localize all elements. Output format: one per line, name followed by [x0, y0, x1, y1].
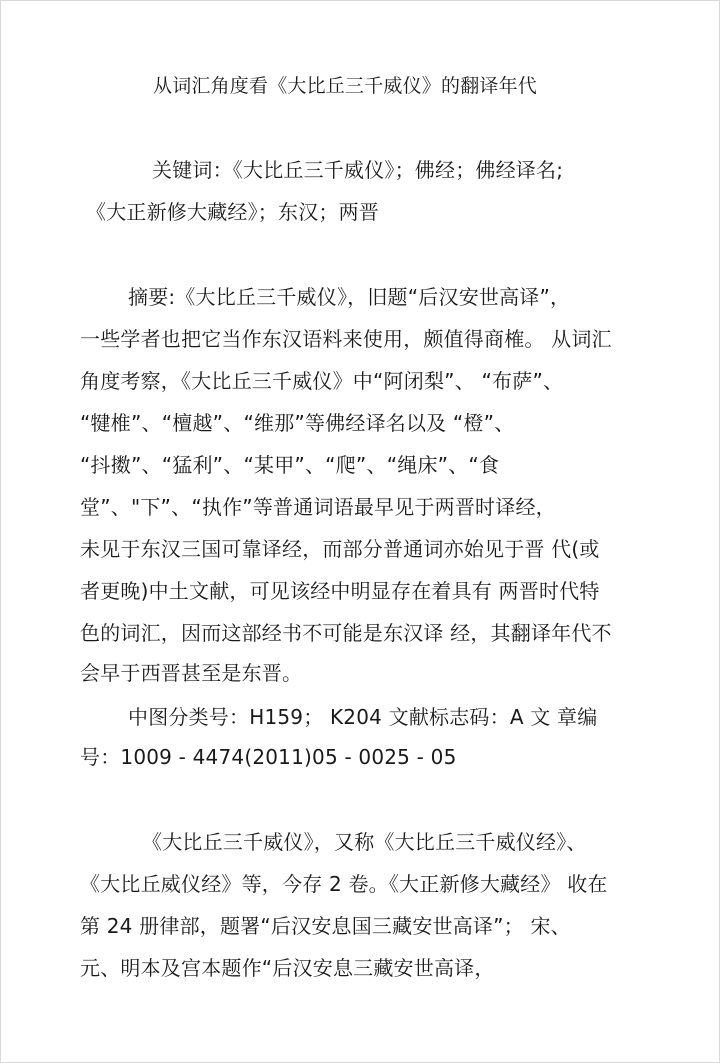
classification-line-1: 中图分类号：H159； K204 文献标志码：A 文 章编: [128, 705, 598, 729]
abstract-line: 未见于东汉三国可靠译经，而部分普通词亦始见于晋 代(或: [80, 537, 600, 561]
body-line: 第 24 册律部，题署“后汉安息国三藏安世高译”； 宋、: [80, 914, 571, 938]
keywords-line-1: 关键词：《大比丘三千威仪》；佛经；佛经译名;: [152, 158, 564, 182]
abstract-line: 色的词汇，因而这部经书不可能是东汉译 经，其翻译年代不: [80, 621, 612, 645]
body-line: 《大比丘三千威仪》，又称《大比丘三千威仪经》、: [142, 830, 587, 854]
abstract-line: 一些学者也把它当作东汉语料来使用，颇值得商榷。 从词汇: [80, 327, 612, 351]
keywords-line-2: 《大正新修大藏经》；东汉；两晋: [86, 200, 379, 224]
abstract-line: 堂”、"下”、“执作”等普通词语最早见于两晋时译经，: [80, 495, 556, 519]
page-title: 从词汇角度看《大比丘三千威仪》的翻译年代: [153, 75, 538, 97]
abstract-line: 摘要:《大比丘三千威仪》，旧题“后汉安世高译”，: [128, 285, 571, 309]
abstract-line: “犍椎”、“檀越”、“维那”等佛经译名以及 “橙”、: [80, 411, 515, 435]
abstract-line: “抖擞”、“猛利”、“某甲”、“爬”、“绳床”、“食: [80, 453, 500, 477]
body-line: 《大比丘威仪经》等，今存 2 卷。《大正新修大藏经》 收在: [80, 872, 608, 896]
abstract-line: 角度考察，《大比丘三千威仪》中“阿闭梨”、 “布萨”、: [80, 369, 564, 393]
classification-line-2: 号：1009 - 4474(2011)05 - 0025 - 05: [80, 745, 457, 769]
body-line: 元、明本及宫本题作“后汉安息三藏安世高译，: [80, 956, 495, 980]
abstract-line: 会早于西晋甚至是东晋。: [80, 661, 303, 685]
abstract-line: 者更晚)中土文献，可见该经中明显存在着具有 两晋时代特: [80, 579, 600, 603]
